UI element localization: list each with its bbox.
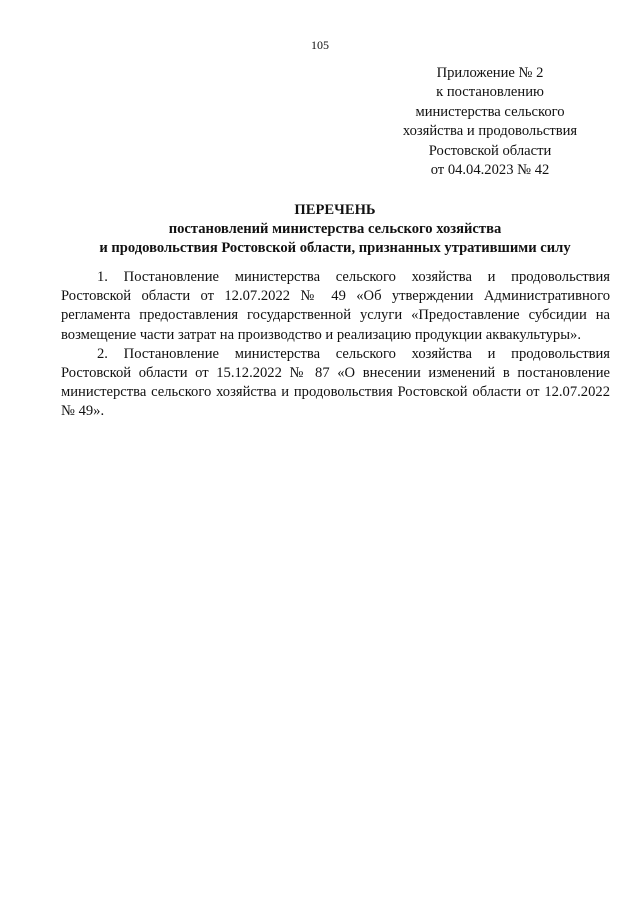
appendix-line: Ростовской области [428, 142, 552, 159]
appendix-line: от 04.04.2023 № 42 [430, 162, 550, 179]
appendix-line: хозяйства и продовольствия [402, 123, 578, 140]
page-number: 105 [311, 38, 329, 52]
list-item: 1. Постановление министерства сельского хозяйства и продовольствия Ростовской области от 12.07.2022 № 49 «Об утверждении Административного регламента предоставления государственной услуги «Предоставление субсидии на возмещение части затрат на производство и реализацию продукции аквакультуры». [61, 269, 610, 343]
document-body [61, 268, 610, 422]
appendix-line: Приложение № 2 [436, 65, 544, 81]
document-heading [60, 201, 610, 258]
appendix-line: министерства сельского [415, 103, 565, 120]
appendix-block [380, 64, 600, 180]
heading-subtitle-line: и продовольствия Ростовской области, признанных утратившими силу [99, 240, 571, 256]
list-item: 2. Постановление министерства сельского хозяйства и продовольствия Ростовской области от 15.12.2022 № 87 «О внесении изменений в постановление министерства сельского хозяйства и продовольствия Ростовской области от 12.07.2022 № 49». [61, 345, 610, 420]
appendix-line: к постановлению [436, 84, 544, 101]
heading-subtitle-line: постановлений министерства сельского хозяйства [168, 221, 502, 237]
heading-title: ПЕРЕЧЕНЬ [294, 202, 376, 218]
